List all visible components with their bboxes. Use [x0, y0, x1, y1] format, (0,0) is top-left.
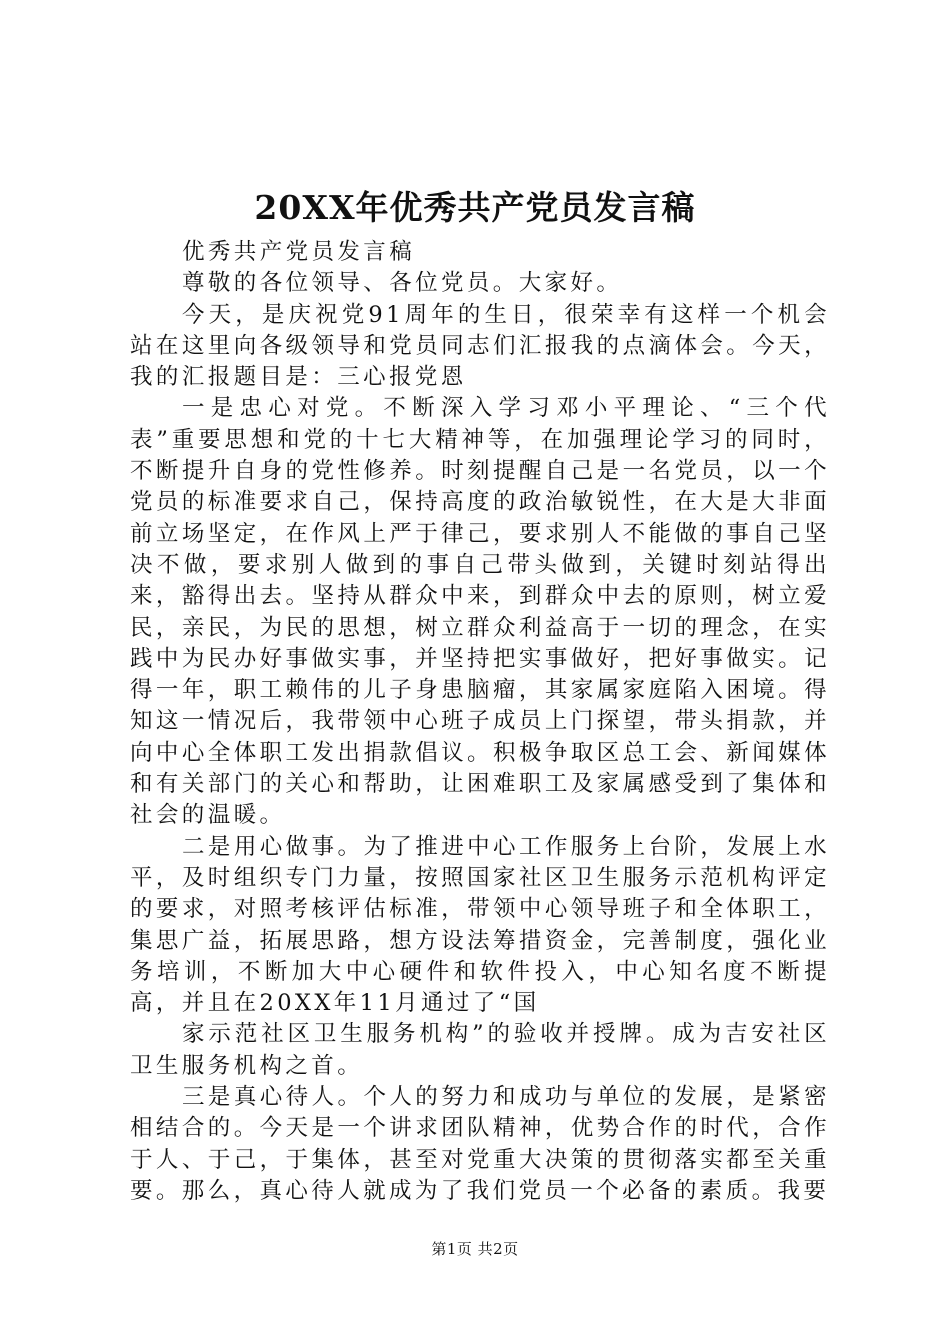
- paragraph-dedication-continued: 家示范社区卫生服务机构”的验收并授牌。成为吉安社区卫生服务机构之首。: [130, 1021, 830, 1079]
- paragraph-sincerity: 三是真心待人。个人的努力和成功与单位的发展，是紧密相结合的。今天是一个讲求团队精神，优势合作的时代，合作于人、于己，于集体，甚至对党重大决策的贯彻落实都至关重要。那么，真心待人就成为了我们党员一个必备的素质。我要: [130, 1084, 830, 1204]
- paragraph-loyalty: 一是忠心对党。不断深入学习邓小平理论、“三个代表”重要思想和党的十七大精神等，在加强理论学习的同时，不断提升自身的党性修养。时刻提醒自己是一名党员，以一个党员的标准要求自己，保持高度的政治敏锐性，在大是大非面前立场坚定，在作风上严于律己，要求别人不能做的事自己坚决不做，要求别人做到的事自己带头做到，关键时刻站得出来，豁得出去。坚持从群众中来，到群众中去的原则，树立爱民，亲民，为民的思想，树立群众利益高于一切的理念，在实践中为民办好事做实事，并坚持把实事做好，把好事做实。记得一年，职工赖伟的儿子身患脑瘤，其家属家庭陷入困境。得知这一情况后，我带领中心班子成员上门探望，带头捐款，并向中心全体职工发出捐款倡议。积极争取区总工会、新闻媒体和有关部门的关心和帮助，让困难职工及家属感受到了集体和社会的温暖。: [130, 395, 830, 829]
- page-number-footer: 第1页 共2页: [431, 1240, 519, 1258]
- paragraph-subtitle: 优秀共产党员发言稿: [182, 239, 416, 265]
- paragraph-intro: 今天，是庆祝党91周年的生日，很荣幸有这样一个机会站在这里向各级领导和党员同志们汇报我的点滴体会。今天，我的汇报题目是：三心报党恩: [130, 301, 830, 391]
- paragraph-dedication: 二是用心做事。为了推进中心工作服务上台阶，发展上水平，及时组织专门力量，按照国家社区卫生服务示范机构评定的要求，对照考核评估标准，带领中心领导班子和全体职工，集思广益，拓展思路，想方设法筹措资金，完善制度，强化业务培训，不断加大中心硬件和软件投入，中心知名度不断提高，并且在20XX年11月通过了“国: [130, 833, 830, 1017]
- document-title: 20XX年优秀共产党员发言稿: [254, 188, 696, 227]
- paragraph-greeting: 尊敬的各位领导、各位党员。大家好。: [182, 270, 623, 297]
- document-body: [130, 237, 830, 1207]
